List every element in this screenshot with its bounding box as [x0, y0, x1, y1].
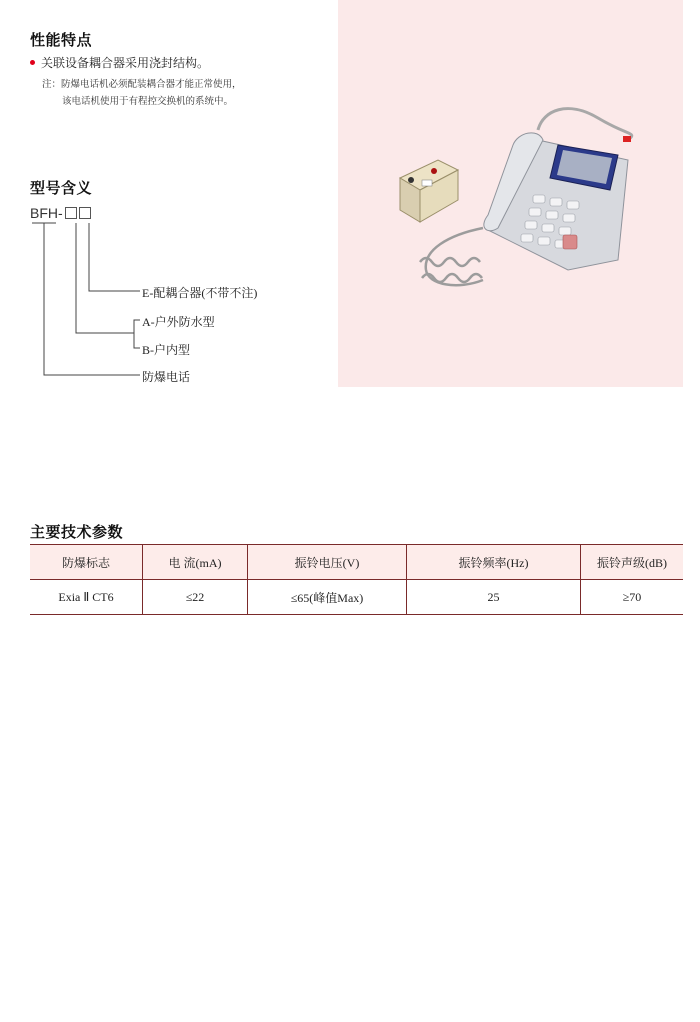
specs-header-row	[30, 545, 683, 580]
cell-ring-voltage: ≤65(峰值Max)	[248, 580, 407, 615]
explosion-proof-telephone-icon	[484, 133, 628, 270]
model-tree-lines	[0, 0, 300, 400]
model-label-base: 防爆电话	[142, 370, 191, 384]
cable-plug-icon	[623, 136, 631, 142]
note-line-1: 注：防爆电话机必须配装耦合器才能正常使用，	[42, 79, 242, 90]
product-illustration	[338, 0, 683, 387]
col-header-ring-level: 振铃声级(dB)	[581, 545, 684, 580]
cell-current: ≤22	[143, 580, 248, 615]
model-label-e: E-配耦合器(不带不注)	[142, 286, 258, 300]
model-label-b: B-户内型	[142, 343, 191, 357]
coupler-box-icon	[400, 160, 458, 222]
col-header-ring-voltage: 振铃电压(V)	[248, 545, 407, 580]
col-header-current: 电 流(mA)	[143, 545, 248, 580]
cell-ring-frequency: 25	[407, 580, 581, 615]
cell-marking: Exia Ⅱ CT6	[30, 580, 143, 615]
product-photo-panel	[338, 0, 683, 387]
table-row	[30, 580, 683, 615]
col-header-ring-frequency: 振铃频率(Hz)	[407, 545, 581, 580]
note-line-2: 该电话机使用于有程控交换机的系统中。	[62, 96, 234, 107]
model-label-a: A-户外防水型	[142, 315, 215, 329]
model-heading: 型号含义	[30, 179, 93, 197]
model-code-text: BFH-	[30, 205, 63, 221]
features-bullet-text: 关联设备耦合器采用浇封结构。	[41, 56, 210, 70]
specs-heading: 主要技术参数	[30, 523, 124, 541]
cell-ring-level: ≥70	[581, 580, 684, 615]
col-header-marking: 防爆标志	[30, 545, 143, 580]
features-heading: 性能特点	[30, 31, 93, 49]
specs-table	[30, 544, 683, 615]
